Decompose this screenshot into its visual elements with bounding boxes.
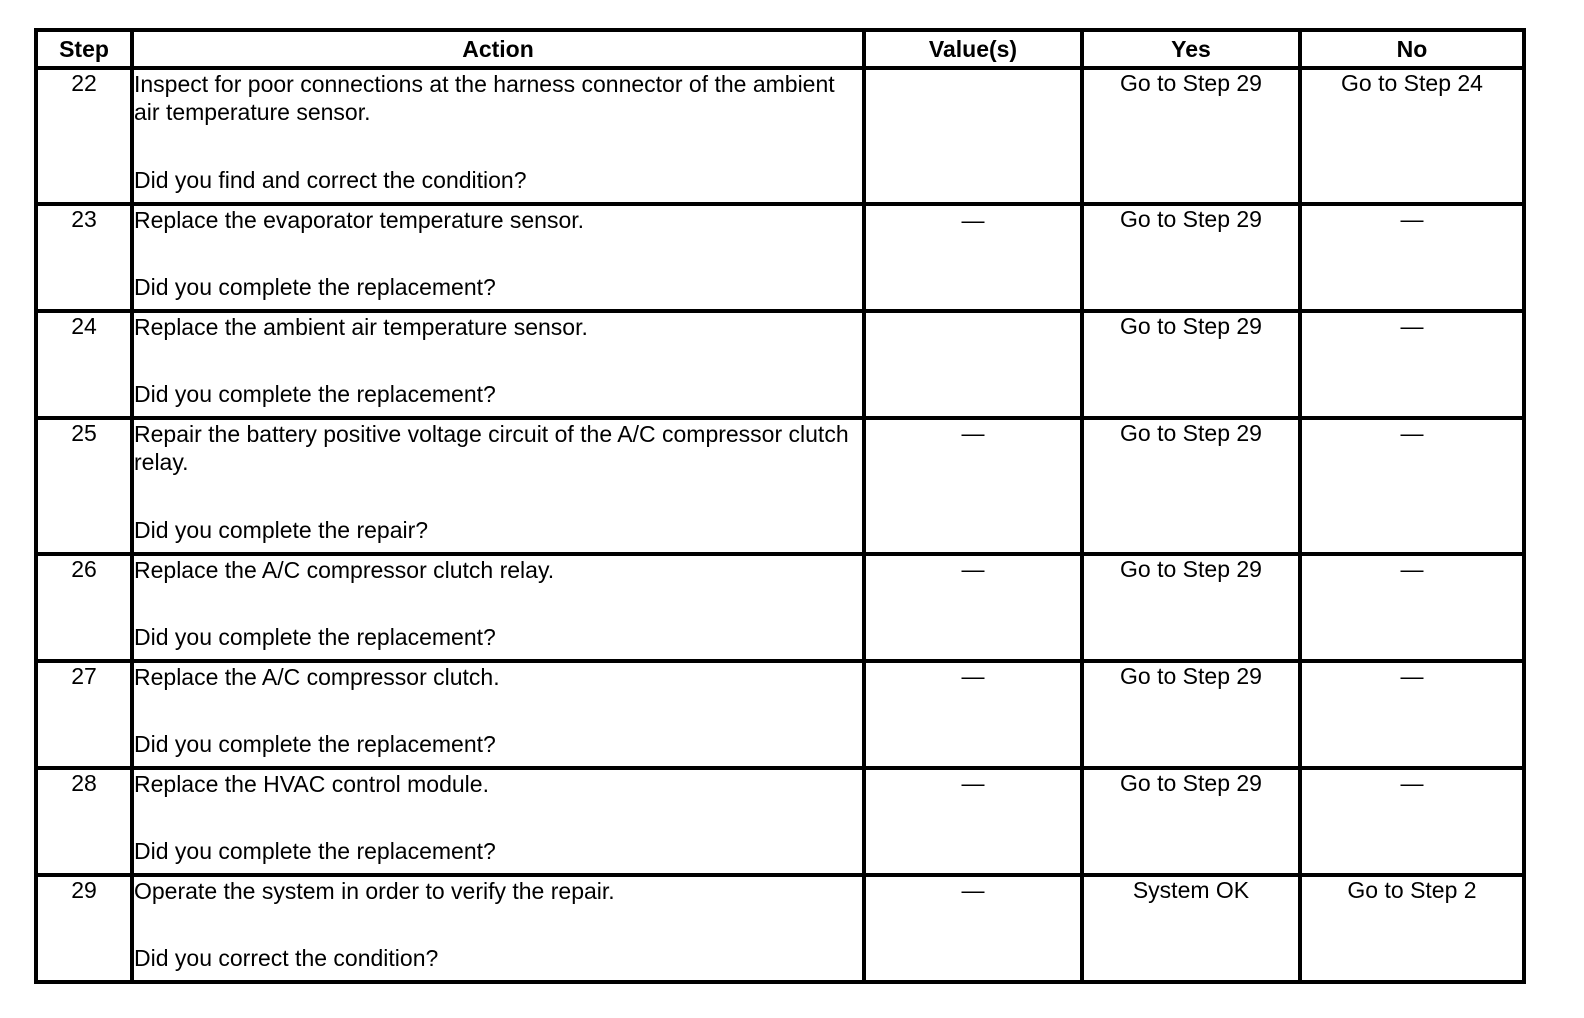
table-row [36,418,1524,554]
action-text: Replace the evaporator temperature sensor. [134,207,585,233]
no-cell: — [1300,661,1524,768]
no-cell: Go to Step 24 [1300,68,1524,204]
table-row [36,768,1524,875]
value-cell: — [864,554,1082,661]
step-number: 29 [36,875,132,982]
table-row [36,204,1524,311]
action-cell [132,418,864,554]
step-number: 26 [36,554,132,661]
action-cell [132,311,864,418]
header-step: Step [36,30,132,68]
action-question: Did you complete the replacement? [134,731,496,757]
step-number: 23 [36,204,132,311]
value-cell: — [864,768,1082,875]
table-row [36,661,1524,768]
no-cell: — [1300,554,1524,661]
diagnostic-table [34,28,1526,984]
table-row [36,554,1524,661]
value-cell [864,204,1082,311]
yes-cell: Go to Step 29 [1082,204,1300,311]
table-row [36,875,1524,982]
no-cell: — [1300,418,1524,554]
action-text: Repair the battery positive voltage circuit of the A/C compressor clutch relay. [134,421,849,475]
action-question: Did you find and correct the condition? [134,167,527,193]
yes-cell: Go to Step 29 [1082,661,1300,768]
action-question: Did you complete the replacement? [134,381,496,407]
no-cell: Go to Step 2 [1300,875,1524,982]
step-number: 24 [36,311,132,418]
yes-cell: Go to Step 29 [1082,418,1300,554]
yes-cell: Go to Step 29 [1082,68,1300,204]
action-text: Replace the A/C compressor clutch relay. [134,557,555,583]
header-values: Value(s) [864,30,1082,68]
table-row [36,311,1524,418]
no-cell: — [1300,204,1524,311]
yes-cell: Go to Step 29 [1082,554,1300,661]
action-text: Replace the ambient air temperature sensor. [134,314,588,340]
header-row [36,30,1524,68]
action-text: Inspect for poor connections at the harness connector of the ambient air temperature sensor. [134,71,835,125]
yes-cell: Go to Step 29 [1082,768,1300,875]
step-number: 28 [36,768,132,875]
action-question: Did you complete the replacement? [134,624,496,650]
value-cell [864,68,1082,204]
header-action: Action [132,30,864,68]
step-number: 25 [36,418,132,554]
no-cell: — [1300,311,1524,418]
action-cell [132,204,864,311]
no-cell: — [1300,768,1524,875]
action-text: Replace the A/C compressor clutch. [134,664,500,690]
value-cell: — [864,875,1082,982]
action-question: Did you complete the replacement? [134,274,496,300]
action-question: Did you complete the repair? [134,517,429,543]
action-cell [132,768,864,875]
step-number: 27 [36,661,132,768]
action-cell [132,554,864,661]
step-number: 22 [36,68,132,204]
action-question: Did you correct the condition? [134,945,439,971]
value-cell: — [864,661,1082,768]
header-yes: Yes [1082,30,1300,68]
yes-cell: System OK [1082,875,1300,982]
action-cell [132,875,864,982]
action-cell [132,68,864,204]
action-cell [132,661,864,768]
action-text: Replace the HVAC control module. [134,771,489,797]
action-question: Did you complete the replacement? [134,838,496,864]
diagnostic-table-container [34,28,1526,984]
action-text: Operate the system in order to verify the repair. [134,878,615,904]
value-dash: — [961,207,985,233]
table-row [36,68,1524,204]
value-cell: — [864,418,1082,554]
yes-cell: Go to Step 29 [1082,311,1300,418]
header-no: No [1300,30,1524,68]
value-cell [864,311,1082,418]
